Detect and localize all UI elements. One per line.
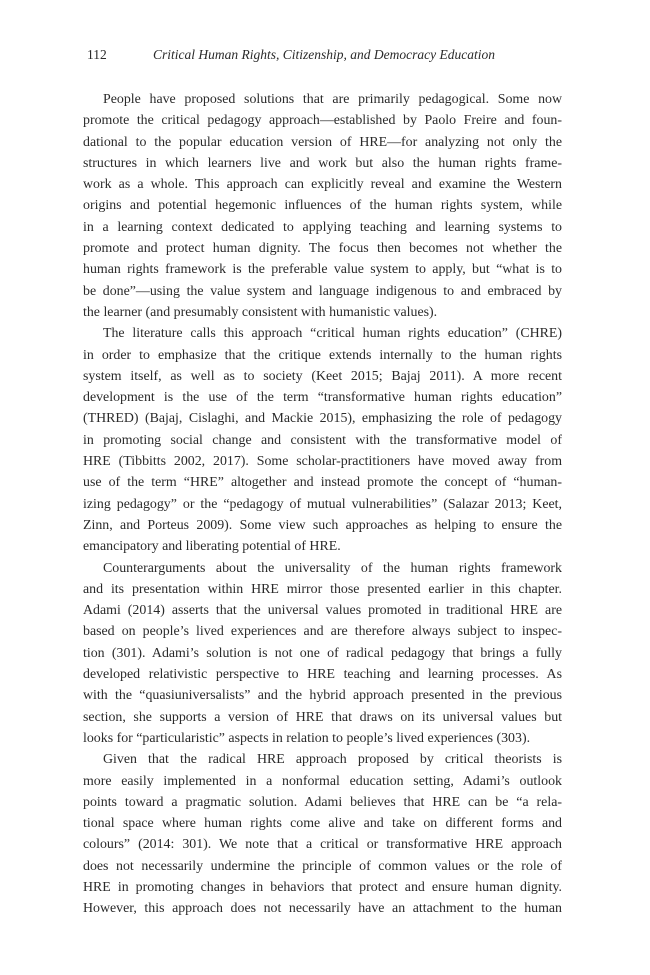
text-line: looks for “particularistic” aspects in relation to people’s lived experiences (303). (83, 730, 531, 746)
text-line: more easily implemented in a nonformal education setting, Adami’s outlook (83, 773, 562, 789)
text-line: in a learning context dedicated to applying teaching and learning systems to (83, 219, 562, 235)
text-line: Adami (2014) asserts that the universal values promoted in traditional HRE are (83, 603, 562, 619)
body-text (83, 89, 562, 920)
text-line: developed relativistic perspective to HRE teaching and learning processes. As (83, 667, 562, 683)
text-line: be done”—using the value system and language indigenous to and embraced by (83, 283, 562, 299)
text-line: use of the term “HRE” altogether and instead promote the concept of “human- (83, 475, 562, 491)
text-line: system itself, as well as to society (Keet 2015; Bajaj 2011). A more recent (83, 368, 562, 384)
text-line: People have proposed solutions that are primarily pedagogical. Some now (103, 92, 562, 107)
text-line: work as a whole. This approach can explicitly reveal and examine the Western (83, 177, 562, 193)
text-line: with the “quasiuniversalists” and the hybrid approach presented in the previous (83, 688, 562, 704)
text-line: izing pedagogy” or the “pedagogy of mutual vulnerabilities” (Salazar 2013; Keet, (83, 496, 562, 512)
text-line: origins and potential hegemonic influences of the human rights system, while (83, 198, 562, 214)
text-line: tional space where human rights come alive and take on different forms and (83, 816, 562, 832)
text-line: human rights framework is the preferable value system to apply, but “what is to (83, 262, 562, 278)
text-line: in promoting social change and consistent with the transformative model of (83, 432, 562, 448)
text-line: promote and protect human dignity. The focus then becomes not whether the (83, 241, 562, 257)
text-line: The literature calls this approach “critical human rights education” (CHRE) (103, 326, 562, 342)
running-head (87, 46, 563, 64)
text-line: However, this approach does not necessarily have an attachment to the human (83, 901, 562, 917)
text-line: based on people’s lived experiences and are therefore always subject to inspec- (83, 624, 562, 640)
text-line: does not necessarily undermine the principle of common values or the role of (83, 858, 562, 874)
text-line: Given that the radical HRE approach proposed by critical theorists is (103, 752, 562, 768)
text-line: tion (301). Adami’s solution is not one of radical pedagogy that brings a fully (83, 645, 562, 661)
text-line: structures in which learners live and work but also the human rights frame- (83, 155, 562, 171)
text-line: emancipatory and liberating potential of HRE. (83, 539, 341, 555)
text-line: HRE (Tibbitts 2002, 2017). Some scholar-practitioners have moved away from (83, 454, 562, 470)
text-line: development is the use of the term “transformative human rights education” (83, 390, 562, 406)
text-line: and its presentation within HRE mirror those presented earlier in this chapter. (83, 581, 562, 597)
text-line: Counterarguments about the universality of the human rights framework (103, 560, 562, 576)
text-line: section, she supports a version of HRE that draws on its universal values but (83, 709, 562, 725)
text-line: (THRED) (Bajaj, Cislaghi, and Mackie 2015), emphasizing the role of pedagogy (83, 411, 562, 427)
text-line: the learner (and presumably consistent with humanistic values). (83, 304, 438, 320)
running-title: Critical Human Rights, Citizenship, and Democracy Education (153, 47, 495, 62)
text-line: dational to the popular education version of HRE—for analyzing not only the (83, 134, 562, 150)
text-line: colours” (2014: 301). We note that a critical or transformative HRE approach (83, 837, 562, 853)
text-line: in order to emphasize that the critique extends internally to the human rights (83, 347, 562, 363)
text-line: points toward a pragmatic solution. Adami believes that HRE can be “a rela- (83, 794, 562, 810)
text-line: Zinn, and Porteus 2009). Some view such approaches as helping to ensure the (83, 517, 562, 533)
text-line: promote the critical pedagogy approach—established by Paolo Freire and foun- (83, 113, 562, 129)
text-line: HRE in promoting changes in behaviors that protect and ensure human dignity. (83, 879, 562, 895)
page-number: 112 (87, 47, 107, 62)
